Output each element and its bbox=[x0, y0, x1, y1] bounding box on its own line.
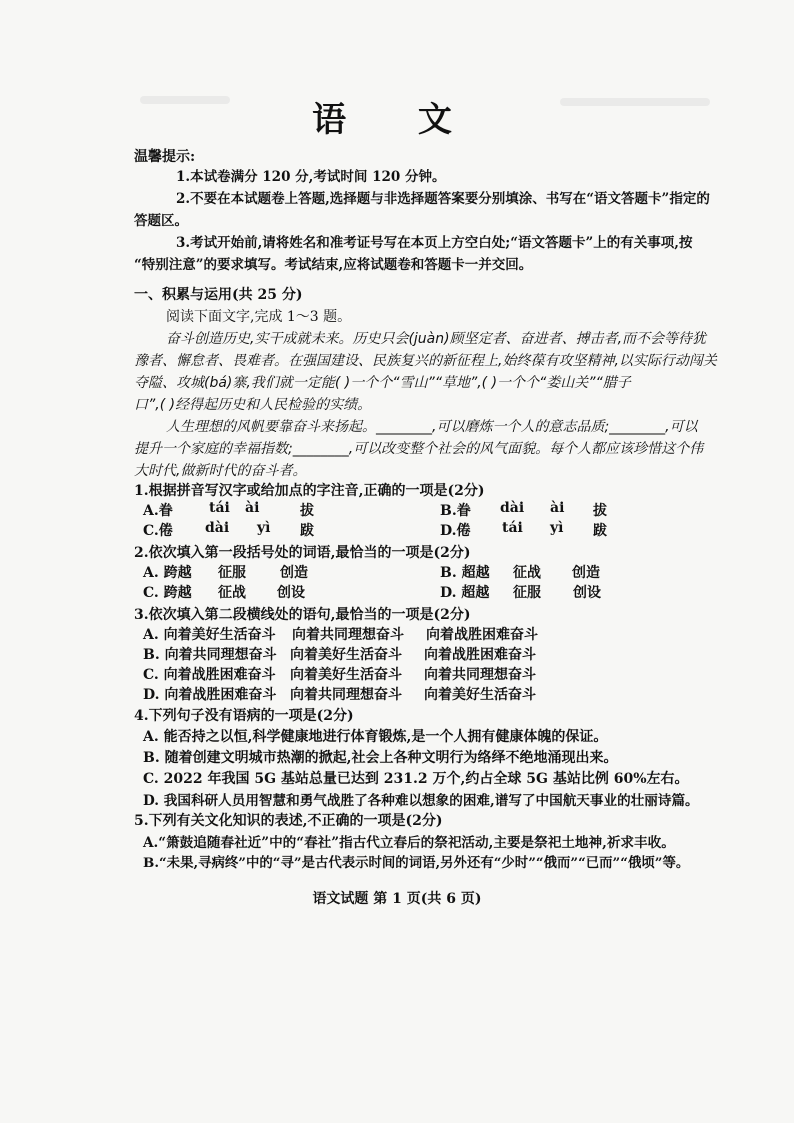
tip-2: 2.不要在本试题卷上答题,选择题与非选择题答案要分别填涂、书写在“语文答题卡”指定的 bbox=[176, 191, 710, 207]
question-4-stem: 4.下列句子没有语病的一项是(2分) bbox=[134, 708, 354, 724]
question-4-option-d: D. 我国科研人员用智慧和勇气战胜了各种难以想象的困难,谱写了中国航天事业的壮丽诗篇。 bbox=[143, 793, 699, 809]
question-5-option-b: B.“未果,寻病终”中的“寻”是古代表示时间的词语,另外还有“少时”“俄而”“已而”“俄顷”等。 bbox=[143, 855, 690, 871]
passage-line: 豫者、懈怠者、畏难者。在强国建设、民族复兴的新征程上,始终葆有攻坚精神,以实际行动闯关 bbox=[134, 353, 717, 369]
passage-line: 奋斗创造历史,实干成就未来。历史只会(juàn)顾坚定者、奋进者、搏击者,而不会等待犹 bbox=[166, 331, 707, 347]
tip-3: 3.考试开始前,请将姓名和准考证号写在本页上方空白处;“语文答题卡”上的有关事项,按 bbox=[176, 235, 693, 251]
passage-line: 口”,( )经得起历史和人民检验的实绩。 bbox=[134, 397, 372, 413]
question-3-stem: 3.依次填入第二段横线处的语句,最恰当的一项是(2分) bbox=[134, 607, 471, 623]
tip-1: 1.本试卷满分 120 分,考试时间 120 分钟。 bbox=[176, 169, 446, 185]
question-2-stem: 2.依次填入第一段括号处的词语,最恰当的一项是(2分) bbox=[134, 545, 471, 561]
page-title: 语 文 bbox=[312, 100, 482, 140]
page-footer: 语文试题 第 1 页(共 6 页) bbox=[312, 891, 482, 907]
passage-line: 大时代,做新时代的奋斗者。 bbox=[134, 463, 307, 479]
exam-page: 语 文 温馨提示: 1.本试卷满分 120 分,考试时间 120 分钟。 2.不要在本试题卷上答题,选择题与非选择题答案要分别填涂、书写在“语文答题卡”指定的 答题区。 3.考试开始前,请将姓名和准考证号写在本页上方空白处;“语文答题卡”上的有关事项,按 “特别注意”的要求填写。考试结束,应将试题卷和答题卡一并交回。 一、积累与运用(共 25 分) 阅读下面文字,完成 1～3 题。 奋斗创造历史,实干成就未来。历史只会(juàn)顾坚定者、奋进者、搏击者,而不会等待犹 豫者、懈怠者、畏难者。在强国建设、民族复兴的新征程上,始终葆有攻坚精神,以实际行动闯关 夺隘、攻城(bá)寨,我们就一定能( )一个个“雪山”“草地”,( )一个个“娄山关”“腊子 口”,( )经得起历史和人民检验的实绩。 人生理想的风帆要靠奋斗来扬起。________,可以磨炼一个人的意志品质;________,可以 提升一个家庭的幸福指数;________,可以改变整个社会的风气面貌。每个人都应该珍惜这个伟 大时代,做新时代的奋斗者。 1.根据拼音写汉字或给加点的字注音,正确的一项是(2分) A.眷 tái ài 拔 B.眷 dài ài 拔 C.倦 dài yì 跋 D.倦 tái yì 跋 2.依次填入第一段括号处的词语,最恰当的一项是(2分) A. 跨越 征服 创造 B. 超越 征战 创造 C. 跨越 征战 创设 D. 超越 征服 创设 3.依次填入第二段横线处的语句,最恰当的一项是(2分) A. 向着美好生活奋斗 向着共同理想奋斗 向着战胜困难奋斗 B. 向着共同理想奋斗 向着美好生活奋斗 向着战胜困难奋斗 C. 向着战胜困难奋斗 向着美好生活奋斗 向着共同理想奋斗 D. 向着战胜困难奋斗 向着共同理想奋斗 向着美好生活奋斗 4.下列句子没有语病的一项是(2分) A. 能否持之以恒,科学健康地进行体育锻炼,是一个人拥有健康体魄的保证。 B. 随着创建文明城市热潮的掀起,社会上各种文明行为络绎不绝地涌现出来。 C. 2022 年我国 5G 基站总量已达到 231.2 万个,约占全球 5G 基站比例 60%左右。 D. 我国科研人员用智慧和勇气战胜了各种难以想象的困难,谱写了中国航天事业的壮丽诗篇。 5.下列有关文化知识的表述,不正确的一项是(2分) A.“箫鼓追随春社近”中的“春社”指古代立春后的祭祀活动,主要是祭祀土地神,祈求丰收。 B.“未果,寻病终”中的“寻”是古代表示时间的词语,另外还有“少时”“俄而”“已而”“俄顷”等。 语文试题 第 1 页(共 6 页) bbox=[0, 0, 794, 1123]
question-1-stem: 1.根据拼音写汉字或给加点的字注音,正确的一项是(2分) bbox=[134, 483, 485, 499]
reading-instruction: 阅读下面文字,完成 1～3 题。 bbox=[166, 309, 352, 325]
passage-line: 夺隘、攻城(bá)寨,我们就一定能( )一个个“雪山”“草地”,( )一个个“娄山关”“腊子 bbox=[134, 375, 631, 391]
tip-3-cont: “特别注意”的要求填写。考试结束,应将试题卷和答题卡一并交回。 bbox=[134, 257, 533, 273]
passage-line: 人生理想的风帆要靠奋斗来扬起。________,可以磨炼一个人的意志品质;________,可以 bbox=[166, 419, 698, 435]
passage-line: 提升一个家庭的幸福指数;________,可以改变整个社会的风气面貌。每个人都应该珍惜这个伟 bbox=[134, 441, 704, 457]
question-4-option-c: C. 2022 年我国 5G 基站总量已达到 231.2 万个,约占全球 5G 基站比例 60%左右。 bbox=[143, 771, 689, 787]
question-4-option-b: B. 随着创建文明城市热潮的掀起,社会上各种文明行为络绎不绝地涌现出来。 bbox=[143, 750, 618, 766]
question-5-option-a: A.“箫鼓追随春社近”中的“春社”指古代立春后的祭祀活动,主要是祭祀土地神,祈求丰收。 bbox=[143, 835, 675, 851]
tip-2-cont: 答题区。 bbox=[134, 213, 188, 229]
question-5-stem: 5.下列有关文化知识的表述,不正确的一项是(2分) bbox=[134, 813, 443, 829]
tips-heading: 温馨提示: bbox=[134, 149, 196, 165]
section-heading: 一、积累与运用(共 25 分) bbox=[134, 287, 303, 303]
question-4-option-a: A. 能否持之以恒,科学健康地进行体育锻炼,是一个人拥有健康体魄的保证。 bbox=[143, 729, 608, 745]
